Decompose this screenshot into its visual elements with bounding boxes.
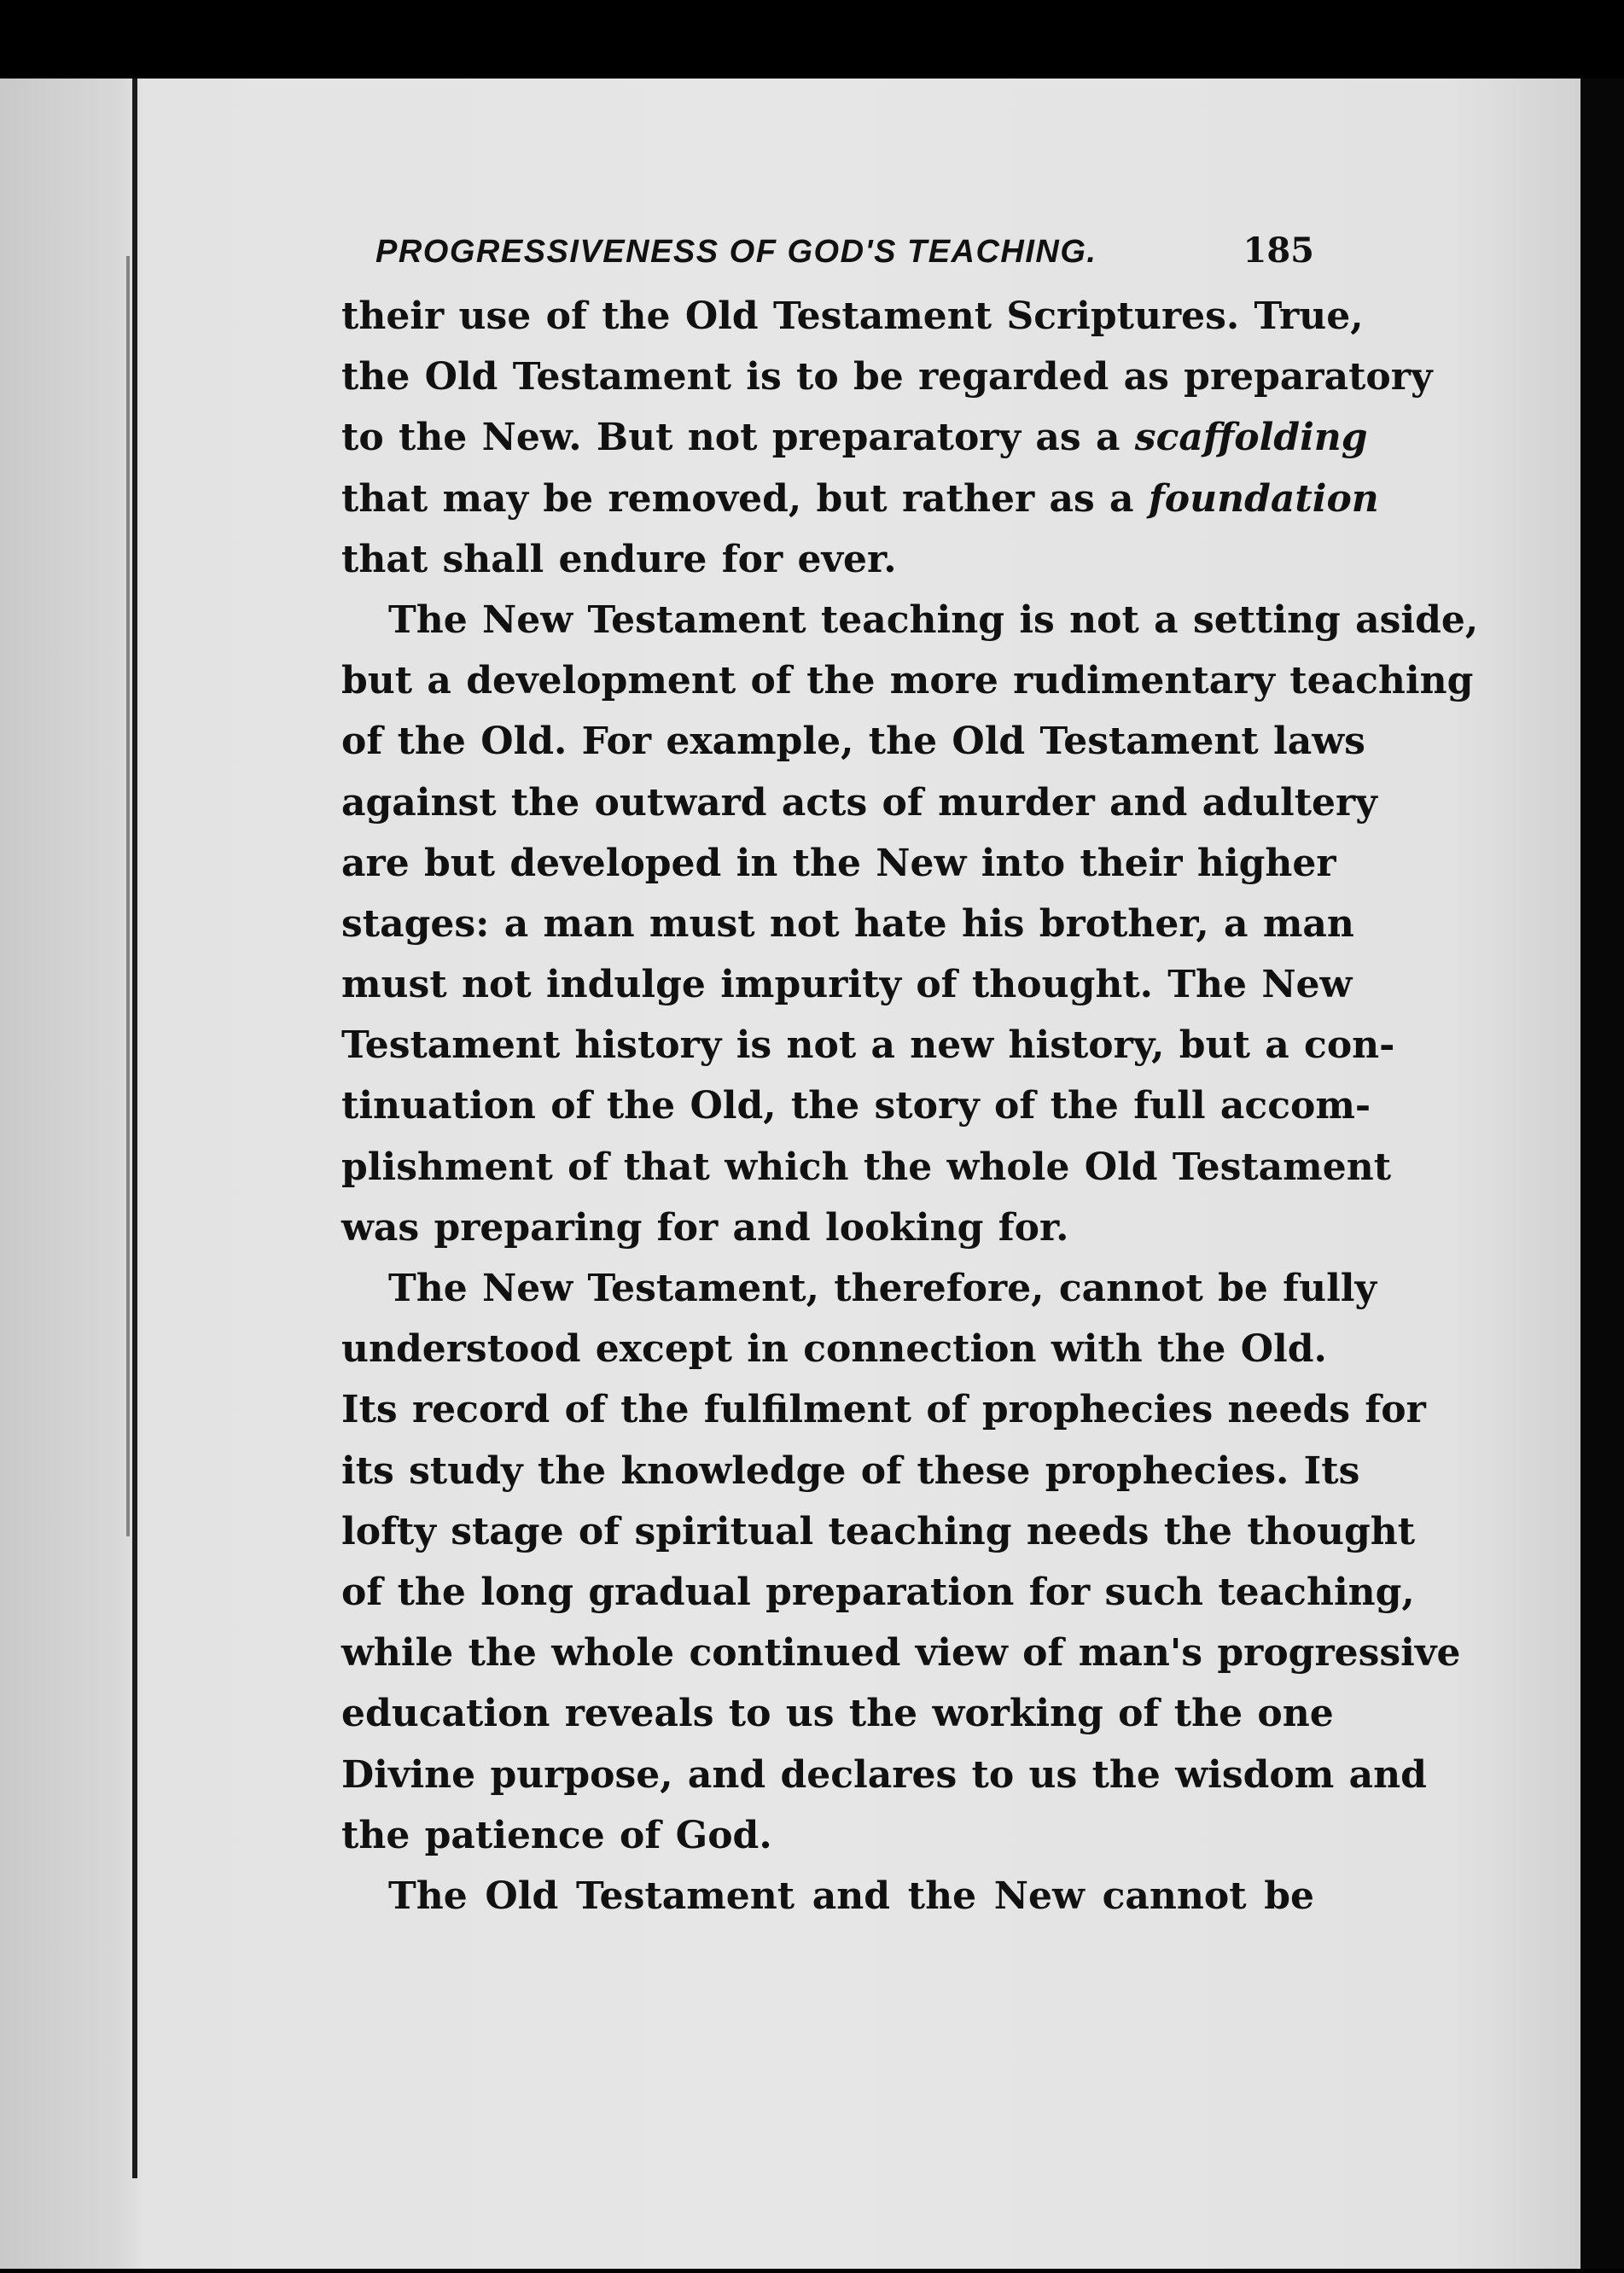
text-line: its study the knowledge of these prophecies. Its: [341, 1448, 1360, 1493]
text-line: education reveals to us the working of the one: [341, 1692, 1334, 1736]
text-line: stages: a man must not hate his brother, a man: [341, 901, 1354, 946]
text-line: that shall endure for ever.: [341, 537, 897, 581]
text-line: understood except in connection with the Old.: [341, 1327, 1327, 1372]
page-number: 185: [1243, 230, 1314, 271]
text-line: tinuation of the Old, the story of the full accom-: [341, 1084, 1371, 1128]
text-line: The New Testament teaching is not a setting aside,: [388, 597, 1479, 642]
text-line: the Old Testament is to be regarded as preparatory: [341, 355, 1433, 399]
text-line: that may be removed, but rather as a foundation: [341, 476, 1379, 521]
page-text: [341, 230, 1479, 1926]
running-head: [375, 230, 1314, 271]
text-line: was preparing for and looking for.: [341, 1205, 1069, 1250]
text-line: but a development of the more rudimentary teaching: [341, 659, 1474, 703]
text-line: against the outward acts of murder and adultery: [341, 780, 1377, 825]
text-line: The New Testament, therefore, cannot be fully: [388, 1267, 1377, 1310]
text-line: plishment of that which the whole Old Testament: [341, 1145, 1392, 1189]
binding-shadow: [126, 256, 130, 1536]
binding-rule: [132, 79, 137, 2178]
text-line: are but developed in the New into their higher: [341, 841, 1336, 885]
text-line: to the New. But not preparatory as a scaffolding: [341, 416, 1368, 460]
text-line: Divine purpose, and declares to us the wisdom and: [341, 1752, 1427, 1797]
italic-word-scaffolding: scaffolding: [1134, 416, 1368, 460]
text-line: The Old Testament and the New cannot be: [388, 1874, 1314, 1918]
text-line: Its record of the fulfilment of prophecies needs for: [341, 1388, 1426, 1432]
text-line: the patience of God.: [341, 1813, 772, 1857]
right-scan-border: [1580, 79, 1624, 2269]
text-line: of the long gradual preparation for such teaching,: [341, 1570, 1415, 1614]
italic-word-foundation: foundation: [1148, 476, 1379, 521]
text-line: their use of the Old Testament Scriptures. True,: [341, 294, 1364, 338]
text-line: of the Old. For example, the Old Testament laws: [341, 720, 1365, 764]
text-line: lofty stage of spiritual teaching needs the thought: [341, 1509, 1416, 1553]
text-line: Testament history is not a new history, but a con-: [341, 1023, 1395, 1068]
running-head-title: PROGRESSIVENESS OF GOD'S TEACHING.: [375, 234, 1097, 270]
text-line: must not indulge impurity of thought. The New: [341, 963, 1353, 1007]
text-line: while the whole continued view of man's progressive: [341, 1631, 1461, 1676]
